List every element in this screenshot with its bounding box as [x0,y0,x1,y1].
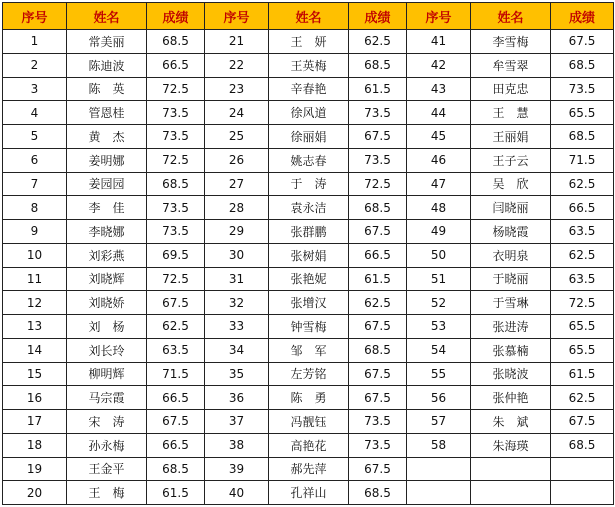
cell-no: 44 [407,101,471,125]
cell-score: 61.5 [147,481,205,505]
cell-name: 王 梅 [67,481,147,505]
cell-name: 张慕楠 [471,338,551,362]
cell-name: 闫晓丽 [471,196,551,220]
cell-name: 孔祥山 [269,481,349,505]
cell-no: 37 [205,410,269,434]
header-name: 姓名 [67,3,147,30]
cell-no: 42 [407,53,471,77]
cell-score: 69.5 [147,243,205,267]
header-no: 序号 [3,3,67,30]
cell-no: 21 [205,30,269,54]
cell-no: 41 [407,30,471,54]
cell-no: 6 [3,148,67,172]
table-row [3,172,614,196]
cell-name: 张群鹏 [269,220,349,244]
table-row [3,481,614,505]
cell-no: 49 [407,220,471,244]
cell-score: 66.5 [147,433,205,457]
cell-score: 63.5 [551,220,614,244]
cell-score: 68.5 [551,53,614,77]
cell-score: 73.5 [147,220,205,244]
cell-no: 12 [3,291,67,315]
cell-no: 38 [205,433,269,457]
cell-name: 王 妍 [269,30,349,54]
cell-score: 63.5 [551,267,614,291]
cell-name: 王金平 [67,457,147,481]
cell-name: 陈 勇 [269,386,349,410]
header-row [3,3,614,30]
cell-name: 邹 军 [269,338,349,362]
cell-name: 宋 涛 [67,410,147,434]
header-no: 序号 [205,3,269,30]
cell-no: 3 [3,77,67,101]
cell-score [551,481,614,505]
table-row [3,315,614,339]
cell-score: 62.5 [551,172,614,196]
cell-no: 32 [205,291,269,315]
cell-no: 46 [407,148,471,172]
cell-name: 刘彩燕 [67,243,147,267]
cell-score: 63.5 [147,338,205,362]
table-row [3,77,614,101]
cell-score: 68.5 [147,457,205,481]
cell-no: 8 [3,196,67,220]
cell-score: 61.5 [349,267,407,291]
cell-name: 马宗霞 [67,386,147,410]
cell-score: 73.5 [147,196,205,220]
grade-table [2,2,614,505]
cell-score: 67.5 [349,220,407,244]
cell-no: 5 [3,125,67,149]
cell-no: 20 [3,481,67,505]
cell-score: 65.5 [551,101,614,125]
cell-score: 73.5 [349,148,407,172]
cell-no: 30 [205,243,269,267]
cell-name: 李 佳 [67,196,147,220]
table-row [3,101,614,125]
cell-name: 徐风道 [269,101,349,125]
cell-name: 刘晓娇 [67,291,147,315]
cell-no: 48 [407,196,471,220]
cell-name: 辛春艳 [269,77,349,101]
table-row [3,196,614,220]
cell-score: 73.5 [147,125,205,149]
cell-score: 67.5 [147,410,205,434]
cell-name: 田克忠 [471,77,551,101]
cell-score: 61.5 [551,362,614,386]
table-row [3,30,614,54]
cell-name: 于 涛 [269,172,349,196]
table-row [3,457,614,481]
cell-score: 68.5 [147,30,205,54]
cell-name: 孙永梅 [67,433,147,457]
cell-score: 71.5 [147,362,205,386]
cell-name: 张仲艳 [471,386,551,410]
cell-no: 39 [205,457,269,481]
cell-name: 杨晓霞 [471,220,551,244]
cell-no: 16 [3,386,67,410]
cell-name [471,481,551,505]
cell-score: 62.5 [349,291,407,315]
cell-no: 55 [407,362,471,386]
cell-no: 56 [407,386,471,410]
cell-score: 71.5 [551,148,614,172]
cell-no: 34 [205,338,269,362]
cell-score: 72.5 [147,148,205,172]
cell-name: 衣明泉 [471,243,551,267]
cell-name: 于雪琳 [471,291,551,315]
table-row [3,148,614,172]
table-row [3,362,614,386]
cell-name: 钟雪梅 [269,315,349,339]
cell-name: 黄 杰 [67,125,147,149]
cell-no [407,481,471,505]
cell-name: 袁永洁 [269,196,349,220]
cell-no: 15 [3,362,67,386]
table-row [3,125,614,149]
cell-name: 柳明辉 [67,362,147,386]
cell-no: 29 [205,220,269,244]
cell-name: 吴 欣 [471,172,551,196]
table-body [3,30,614,505]
cell-no: 50 [407,243,471,267]
table-row [3,291,614,315]
cell-score: 67.5 [349,315,407,339]
cell-no: 57 [407,410,471,434]
cell-name: 管恩桂 [67,101,147,125]
header-score: 成绩 [147,3,205,30]
cell-no: 9 [3,220,67,244]
cell-score: 66.5 [551,196,614,220]
cell-score: 62.5 [551,386,614,410]
cell-name: 陈 英 [67,77,147,101]
cell-name: 李晓娜 [67,220,147,244]
cell-no: 33 [205,315,269,339]
cell-no: 45 [407,125,471,149]
cell-score: 67.5 [349,362,407,386]
cell-no: 18 [3,433,67,457]
header-score: 成绩 [551,3,614,30]
cell-no: 7 [3,172,67,196]
cell-score: 72.5 [147,267,205,291]
cell-no: 11 [3,267,67,291]
cell-name: 姜园园 [67,172,147,196]
table-row [3,220,614,244]
cell-name: 刘 杨 [67,315,147,339]
cell-no: 22 [205,53,269,77]
cell-name: 李雪梅 [471,30,551,54]
table-row [3,267,614,291]
cell-score: 66.5 [349,243,407,267]
cell-no: 25 [205,125,269,149]
cell-score: 65.5 [551,338,614,362]
cell-no: 51 [407,267,471,291]
cell-no: 28 [205,196,269,220]
cell-no: 4 [3,101,67,125]
cell-no: 47 [407,172,471,196]
cell-name: 朱 斌 [471,410,551,434]
cell-score: 62.5 [551,243,614,267]
table-row [3,243,614,267]
cell-score: 62.5 [349,30,407,54]
cell-no: 43 [407,77,471,101]
cell-name: 姜明娜 [67,148,147,172]
table-row [3,433,614,457]
cell-score: 73.5 [349,410,407,434]
cell-score: 68.5 [349,196,407,220]
cell-score: 72.5 [349,172,407,196]
table-row [3,410,614,434]
cell-no: 52 [407,291,471,315]
cell-score: 73.5 [147,101,205,125]
cell-name: 王子云 [471,148,551,172]
cell-no: 24 [205,101,269,125]
cell-name: 张晓波 [471,362,551,386]
cell-name: 常美丽 [67,30,147,54]
cell-name: 陈迪波 [67,53,147,77]
cell-name: 牟雪翠 [471,53,551,77]
cell-score: 62.5 [147,315,205,339]
cell-score: 67.5 [551,410,614,434]
cell-no: 58 [407,433,471,457]
cell-name: 刘长玲 [67,338,147,362]
cell-score: 68.5 [349,53,407,77]
cell-name: 王丽娟 [471,125,551,149]
cell-score: 67.5 [349,125,407,149]
cell-name: 王 慧 [471,101,551,125]
cell-name: 徐丽娟 [269,125,349,149]
cell-no: 27 [205,172,269,196]
cell-name: 张增汉 [269,291,349,315]
cell-score: 66.5 [147,53,205,77]
cell-no: 26 [205,148,269,172]
table-row [3,386,614,410]
cell-name: 朱海瑛 [471,433,551,457]
cell-score [551,457,614,481]
cell-no [407,457,471,481]
cell-name: 左芳铭 [269,362,349,386]
cell-score: 68.5 [551,125,614,149]
cell-score: 68.5 [349,481,407,505]
cell-score: 67.5 [551,30,614,54]
header-score: 成绩 [349,3,407,30]
cell-score: 68.5 [349,338,407,362]
cell-no: 53 [407,315,471,339]
cell-score: 72.5 [147,77,205,101]
cell-name: 姚志春 [269,148,349,172]
cell-score: 73.5 [349,433,407,457]
cell-score: 67.5 [349,386,407,410]
cell-name: 冯靓钰 [269,410,349,434]
header-no: 序号 [407,3,471,30]
cell-name: 张进涛 [471,315,551,339]
cell-score: 67.5 [147,291,205,315]
cell-no: 17 [3,410,67,434]
cell-no: 10 [3,243,67,267]
cell-name [471,457,551,481]
table-row [3,53,614,77]
cell-name: 刘晓辉 [67,267,147,291]
cell-no: 31 [205,267,269,291]
cell-no: 36 [205,386,269,410]
cell-no: 54 [407,338,471,362]
header-name: 姓名 [269,3,349,30]
cell-score: 68.5 [551,433,614,457]
cell-name: 王英梅 [269,53,349,77]
cell-score: 68.5 [147,172,205,196]
cell-no: 14 [3,338,67,362]
cell-no: 40 [205,481,269,505]
cell-score: 67.5 [349,457,407,481]
cell-name: 于晓丽 [471,267,551,291]
table-row [3,338,614,362]
cell-no: 35 [205,362,269,386]
cell-score: 66.5 [147,386,205,410]
cell-no: 19 [3,457,67,481]
cell-score: 73.5 [349,101,407,125]
cell-score: 65.5 [551,315,614,339]
header-name: 姓名 [471,3,551,30]
cell-name: 张树娟 [269,243,349,267]
cell-name: 郝先萍 [269,457,349,481]
cell-score: 73.5 [551,77,614,101]
cell-no: 13 [3,315,67,339]
cell-score: 72.5 [551,291,614,315]
cell-name: 高艳花 [269,433,349,457]
cell-score: 61.5 [349,77,407,101]
cell-name: 张艳妮 [269,267,349,291]
cell-no: 23 [205,77,269,101]
cell-no: 1 [3,30,67,54]
cell-no: 2 [3,53,67,77]
